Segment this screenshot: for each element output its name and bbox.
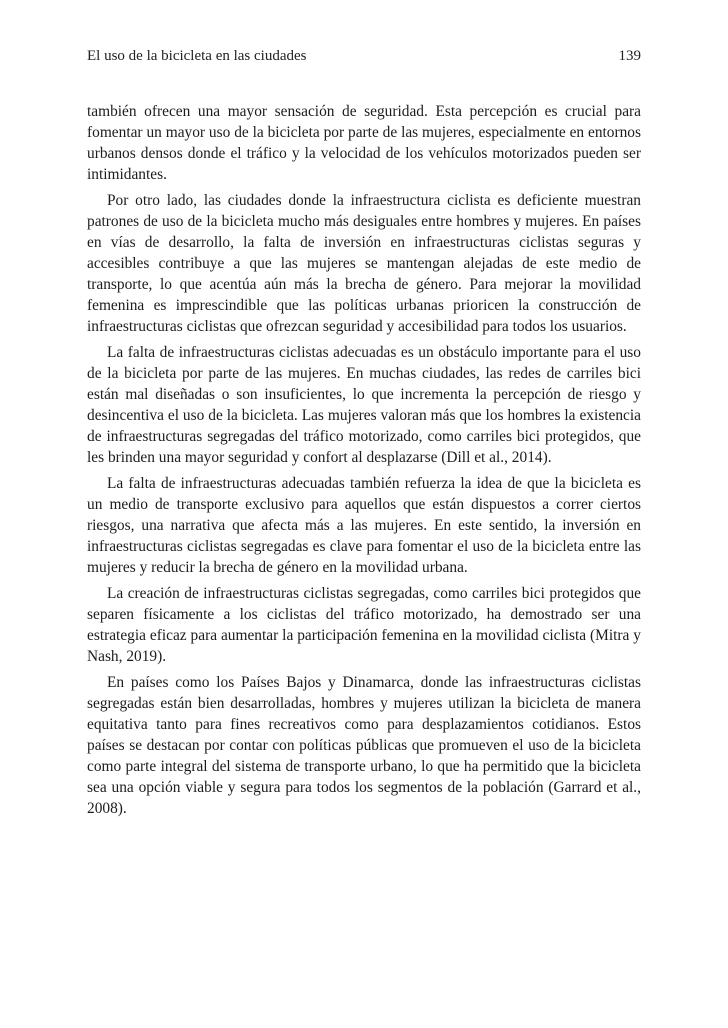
paragraph: La falta de infraestructuras adecuadas también refuerza la idea de que la bicicleta es un medio de transporte exclusivo para aquellos que están dispuestos a correr ciertos riesgos, una narrativa que afecta más a las mujeres. En este sentido, la inversión en infraestructuras ciclistas segregadas es clave para fomentar el uso de la bicicleta entre las mujeres y reducir la brecha de género en la movilidad urbana. [87,475,641,576]
paragraph: En países como los Países Bajos y Dinamarca, donde las infraestructuras ciclistas segregadas están bien desarrolladas, hombres y mujeres utilizan la bicicleta de manera equitativa tanto para fines recreativos como para desplazamientos cotidianos. Estos países se destacan por contar con políticas públicas que promueven el uso de la bicicleta como parte integral del sistema de transporte urbano, lo que ha permitido que la bicicleta sea una opción viable y segura para todos los segmentos de la población (Garrard et al., 2008). [87,674,641,817]
paragraph: también ofrecen una mayor sensación de seguridad. Esta percepción es crucial para fomentar un mayor uso de la bicicleta por parte de las mujeres, especialmente en entornos urbanos densos donde el tráfico y la velocidad de los vehículos motorizados pueden ser intimidantes. [87,103,641,183]
running-header [87,46,641,66]
paragraph: Por otro lado, las ciudades donde la infraestructura ciclista es deficiente muestran patrones de uso de la bicicleta mucho más desiguales entre hombres y mujeres. En países en vías de desarrollo, la falta de inversión en infraestructuras ciclistas seguras y accesibles contribuye a que las mujeres se mantengan alejadas de este medio de transporte, lo que acentúa aún más la brecha de género. Para mejorar la movilidad femenina es imprescindible que las políticas urbanas prioricen la construcción de infraestructuras ciclistas que ofrezcan seguridad y accesibilidad para todos los usuarios. [87,192,641,335]
paragraph: La creación de infraestructuras ciclistas segregadas, como carriles bici protegidos que separen físicamente a los ciclistas del tráfico motorizado, ha demostrado ser una estrategia eficaz para aumentar la participación femenina en la movilidad ciclista (Mitra y Nash, 2019). [87,585,641,665]
paragraph: La falta de infraestructuras ciclistas adecuadas es un obstáculo importante para el uso de la bicicleta por parte de las mujeres. En muchas ciudades, las redes de carriles bici están mal diseñadas o son insuficientes, lo que incrementa la percepción de riesgo y desincentiva el uso de la bicicleta. Las mujeres valoran más que los hombres la existencia de infraestructuras segregadas del tráfico motorizado, como carriles bici protegidos, que les brinden una mayor seguridad y confort al desplazarse (Dill et al., 2014). [87,344,641,466]
running-title: El uso de la bicicleta en las ciudades [87,48,307,64]
body-text [87,101,641,824]
page-number: 139 [618,48,641,64]
